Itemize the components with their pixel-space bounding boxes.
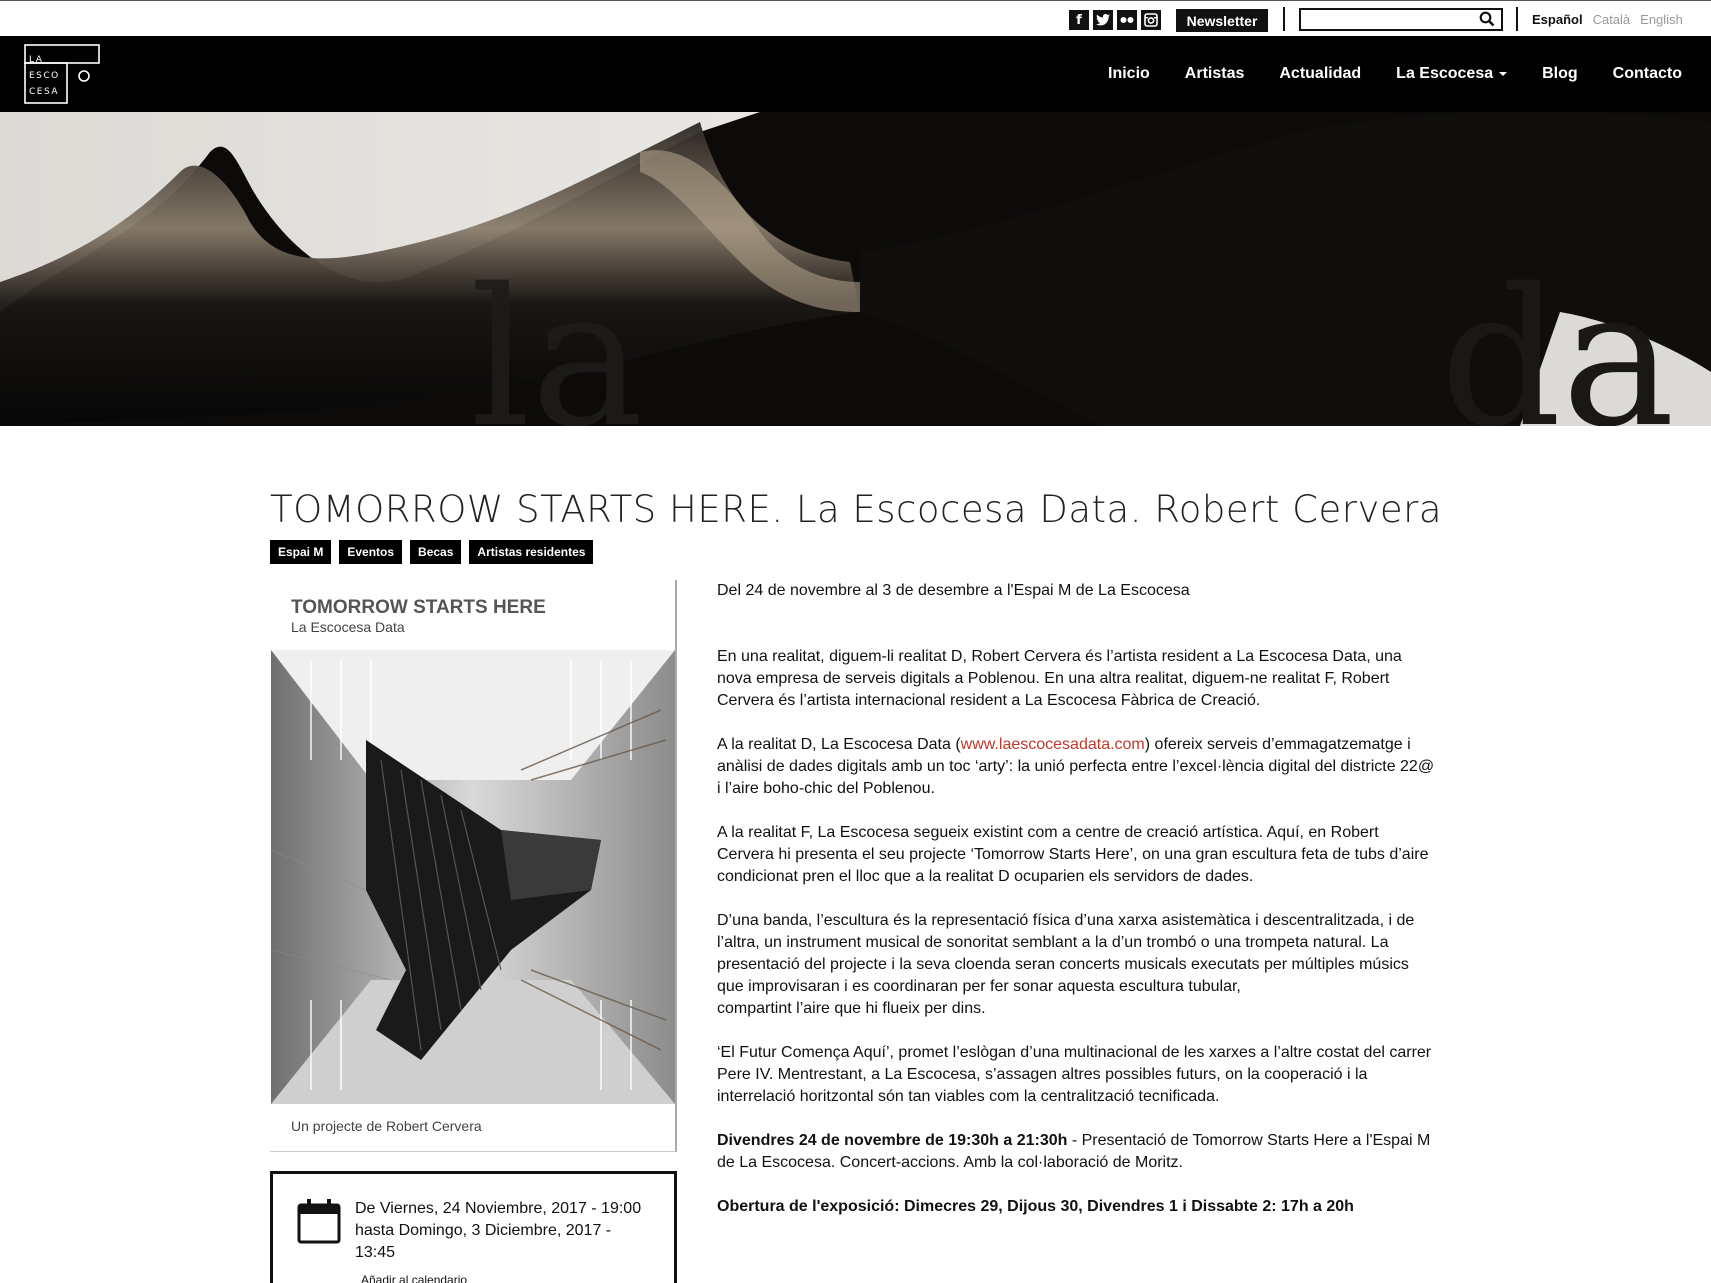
logo-line-3: CESA — [29, 87, 60, 97]
event-dates-box — [270, 1171, 677, 1283]
site-header — [0, 36, 1711, 112]
flickr-icon[interactable] — [1117, 10, 1137, 30]
utility-bar — [0, 0, 1711, 36]
language-switcher — [1532, 12, 1683, 27]
event-poster[interactable] — [270, 580, 677, 1152]
svg-text:da: da — [1440, 248, 1675, 426]
nav-artistas[interactable]: Artistas — [1184, 65, 1245, 82]
article-paragraph — [717, 910, 1437, 1020]
exhibition-opening-hours: Obertura de l'exposició: Dimecres 29, Dijous 30, Divendres 1 i Dissabte 2: 17h a 20h — [717, 1198, 1354, 1215]
tag-espai-m[interactable]: Espai M — [270, 540, 331, 564]
article-body — [717, 580, 1437, 1240]
lang-espanol[interactable]: Español — [1532, 12, 1583, 27]
svg-text:la: la — [470, 248, 645, 426]
nav-la-escocesa-label: La Escocesa — [1396, 65, 1494, 82]
search-input[interactable] — [1301, 10, 1471, 29]
instagram-icon[interactable] — [1141, 10, 1161, 30]
divider — [1283, 7, 1285, 31]
main-nav — [1108, 36, 1682, 112]
newsletter-button[interactable]: Newsletter — [1176, 9, 1268, 32]
tag-becas[interactable]: Becas — [410, 540, 461, 564]
event-dates: De Viernes, 24 Noviembre, 2017 - 19:00 hasta Domingo, 3 Diciembre, 2017 - 13:45 — [355, 1200, 642, 1261]
logo-line-2: ESCO — [29, 71, 60, 81]
nav-actualidad[interactable]: Actualidad — [1279, 65, 1362, 82]
twitter-icon[interactable] — [1093, 10, 1113, 30]
paragraph-text: A la realitat D, La Escocesa Data ( — [717, 736, 961, 753]
paragraph-text: - Presentació de Tomorrow Starts Here a l'Espai M de La Escocesa. Concert-accions. Amb la col·laboració de Moritz. — [717, 1132, 1431, 1171]
search-box — [1299, 8, 1503, 31]
divider — [1516, 7, 1518, 31]
calendar-icon — [297, 1198, 341, 1244]
poster-caption: Un projecte de Robert Cervera — [291, 1118, 482, 1134]
social-links — [1069, 10, 1161, 30]
laescocesadata-link[interactable]: www.laescocesadata.com — [960, 736, 1145, 753]
add-to-calendar-link[interactable]: Añadir al calendario — [361, 1273, 468, 1283]
paragraph-text: D’una banda, l’escultura és la representació física d’una xarxa asistemàtica i descentralitzada, i de l’altra, un instrument musical de sonoritat semblant a la d’un trombó o una trompeta natural. La presentació del projecte i la seva cloenda seran concerts musicals executats per múltiples músics que improvisaran i es coordinaran per fer sonar aquesta escultura tubular, — [717, 912, 1415, 995]
search-icon[interactable] — [1479, 11, 1495, 27]
lang-english[interactable]: English — [1640, 12, 1683, 27]
caret-down-icon — [1499, 72, 1507, 76]
article-lead: Del 24 de novembre al 3 de desembre a l'Espai M de La Escocesa — [717, 582, 1190, 599]
article-paragraph: ‘El Futur Comença Aquí’, promet l’eslògan d’una multinacional de les xarxes a l’altre costat del carrer Pere IV. Mentrestant, a La Escocesa, s’assagen altres possibles futurs, on la cooperació i la interrelació horitzontal són tan viables com la centralització tecnificada. — [717, 1044, 1432, 1105]
tag-artistas-residentes[interactable]: Artistas residentes — [469, 540, 593, 564]
event-presentation-date: Divendres 24 de novembre de 19:30h a 21:30h — [717, 1132, 1068, 1149]
logo-line-1: LA — [29, 55, 44, 65]
poster-title: TOMORROW STARTS HERE — [291, 597, 546, 618]
page-title: TOMORROW STARTS HERE. La Escocesa Data. Robert Cervera — [270, 488, 1442, 531]
lang-catala[interactable]: Català — [1592, 12, 1631, 27]
paragraph-text: ) ofereix serveis d’emmagatzematge i anàlisi de dades digitals amb un toc ‘arty’: la unió perfecta entre l’excel·lència digital del districte 22@ i l’aire boho-chic del Poblenou. — [717, 736, 1435, 797]
facebook-icon[interactable]: f — [1069, 10, 1089, 30]
nav-contacto[interactable]: Contacto — [1612, 65, 1682, 82]
article-paragraph — [717, 734, 1437, 800]
article-paragraph: A la realitat F, La Escocesa segueix existint com a centre de creació artística. Aquí, en Robert Cervera hi presenta el seu projecte ‘Tomorrow Starts Here’, on una gran escultura feta de tubs d’aire condicionat pren el lloc que a la realitat D ocuparien els servidors de dades. — [717, 824, 1429, 885]
nav-la-escocesa[interactable] — [1396, 65, 1507, 83]
logo[interactable] — [24, 44, 100, 104]
tag-list — [270, 540, 593, 564]
nav-inicio[interactable]: Inicio — [1108, 65, 1150, 82]
paragraph-text: compartint l’aire que hi flueix per dins. — [717, 1000, 986, 1017]
hero-banner — [0, 112, 1711, 426]
tag-eventos[interactable]: Eventos — [339, 540, 402, 564]
article-paragraph — [717, 1130, 1437, 1174]
nav-blog[interactable]: Blog — [1542, 65, 1578, 82]
article-paragraph: En una realitat, diguem-li realitat D, Robert Cervera és l’artista resident a La Escocesa Data, una nova empresa de serveis digitals a Poblenou. En una altra realitat, diguem-ne realitat F, Robert Cervera és l’artista internacional resident a La Escocesa Fàbrica de Creació. — [717, 648, 1402, 709]
article-paragraph — [717, 1196, 1437, 1218]
poster-subtitle: La Escocesa Data — [291, 619, 405, 635]
poster-image — [271, 650, 675, 1104]
